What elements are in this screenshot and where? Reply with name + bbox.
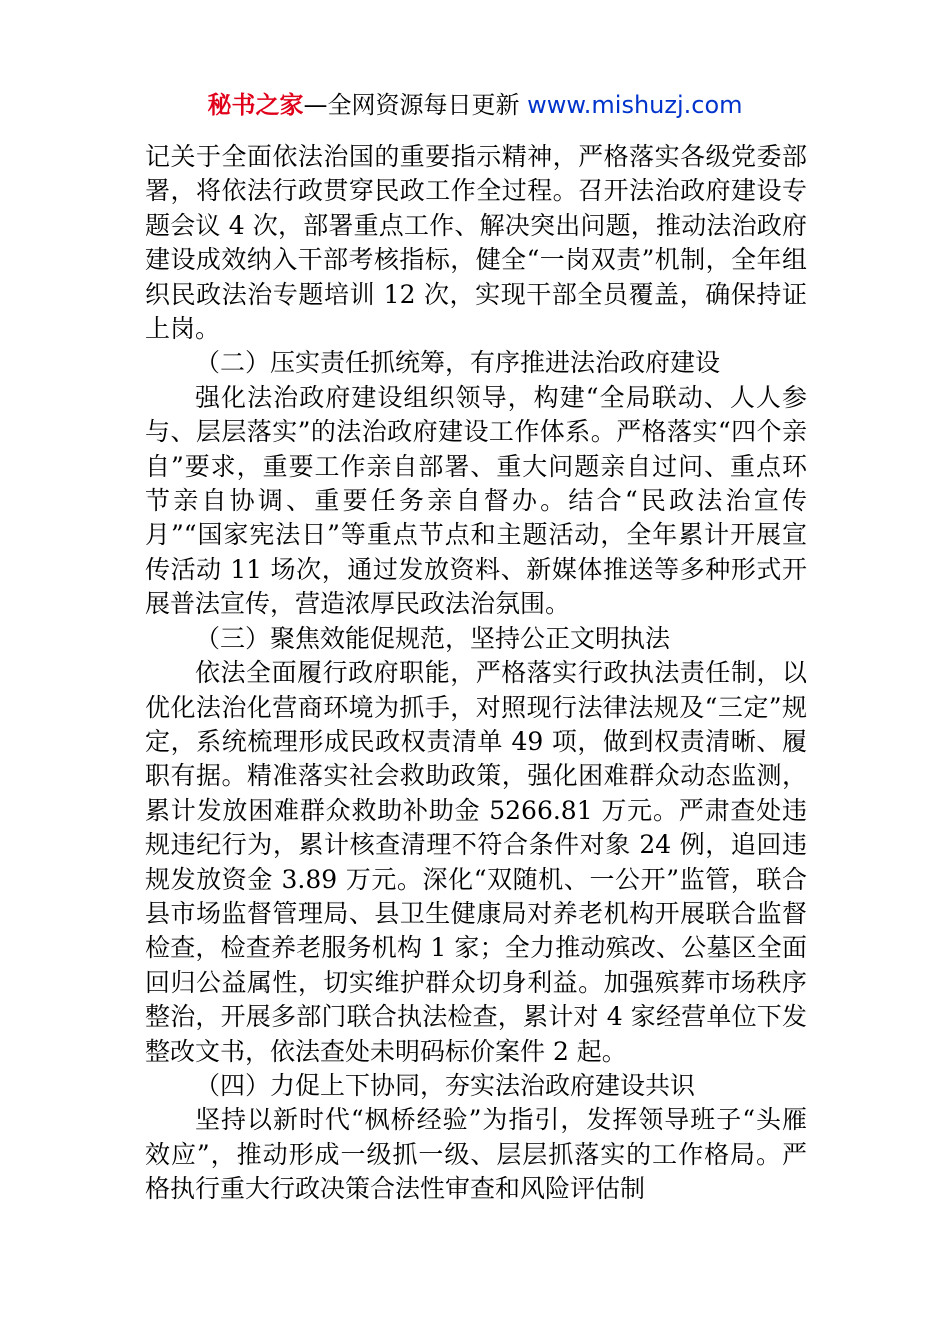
site-header <box>0 88 950 122</box>
paragraph-continued: 记关于全面依法治国的重要指示精神，严格落实各级党委部署，将依法行政贯穿民政工作全过程。召开法治政府建设专题会议 4 次，部署重点工作、解决突出问题，推动法治政府建设成效纳入干部考核指标，健全“一岗双责”机制，全年组织民政法治专题培训 12 次，实现干部全员覆盖，确保持证上岗。 <box>145 142 807 344</box>
section-heading-4: （四）力促上下协同，夯实法治政府建设共识 <box>195 1070 696 1100</box>
document-body <box>145 140 807 1207</box>
section-heading-2: （二）压实责任抓统筹，有序推进法治政府建设 <box>195 348 721 378</box>
paragraph-section-3: 依法全面履行政府职能，严格落实行政执法责任制，以优化法治化营商环境为抓手，对照现行法律法规及“三定”规定，系统梳理形成民政权责清单 49 项，做到权责清晰、履职有据。精准落实社会救助政策，强化困难群众动态监测，累计发放困难群众救助补助金 5266.81 万元。严肃查处违规违纪行为，累计核查清理不符合条件对象 24 例，追回违规发放资金 3.89 万元。深化“双随机、一公开”监管，联合县市场监督管理局、县卫生健康局对养老机构开展联合监督检查，检查养老服务机构 1 家；全力推动殡改、公墓区全面回归公益属性，切实维护群众切身利益。加强殡葬市场秩序整治，开展多部门联合执法检查，累计对 4 家经营单位下发整改文书，依法查处未明码标价案件 2 起。 <box>145 658 807 1066</box>
site-url-link[interactable]: www.mishuzj.com <box>527 91 743 119</box>
site-tagline: —全网资源每日更新 <box>303 91 528 119</box>
site-brand: 秘书之家 <box>207 91 304 119</box>
paragraph-section-4: 坚持以新时代“枫桥经验”为指引，发挥领导班子“头雁效应”，推动形成一级抓一级、层层抓落实的工作格局。严格执行重大行政决策合法性审查和风险评估制 <box>145 1105 807 1204</box>
section-heading-3: （三）聚焦效能促规范，坚持公正文明执法 <box>195 623 671 653</box>
paragraph-section-2: 强化法治政府建设组织领导，构建“全局联动、人人参与、层层落实”的法治政府建设工作体系。严格落实“四个亲自”要求，重要工作亲自部署、重大问题亲自过问、重点环节亲自协调、重要任务亲自督办。结合“民政法治宣传月”“国家宪法日”等重点节点和主题活动，全年累计开展宣传活动 11 场次，通过发放资料、新媒体推送等多种形式开展普法宣传，营造浓厚民政法治氛围。 <box>145 382 807 619</box>
